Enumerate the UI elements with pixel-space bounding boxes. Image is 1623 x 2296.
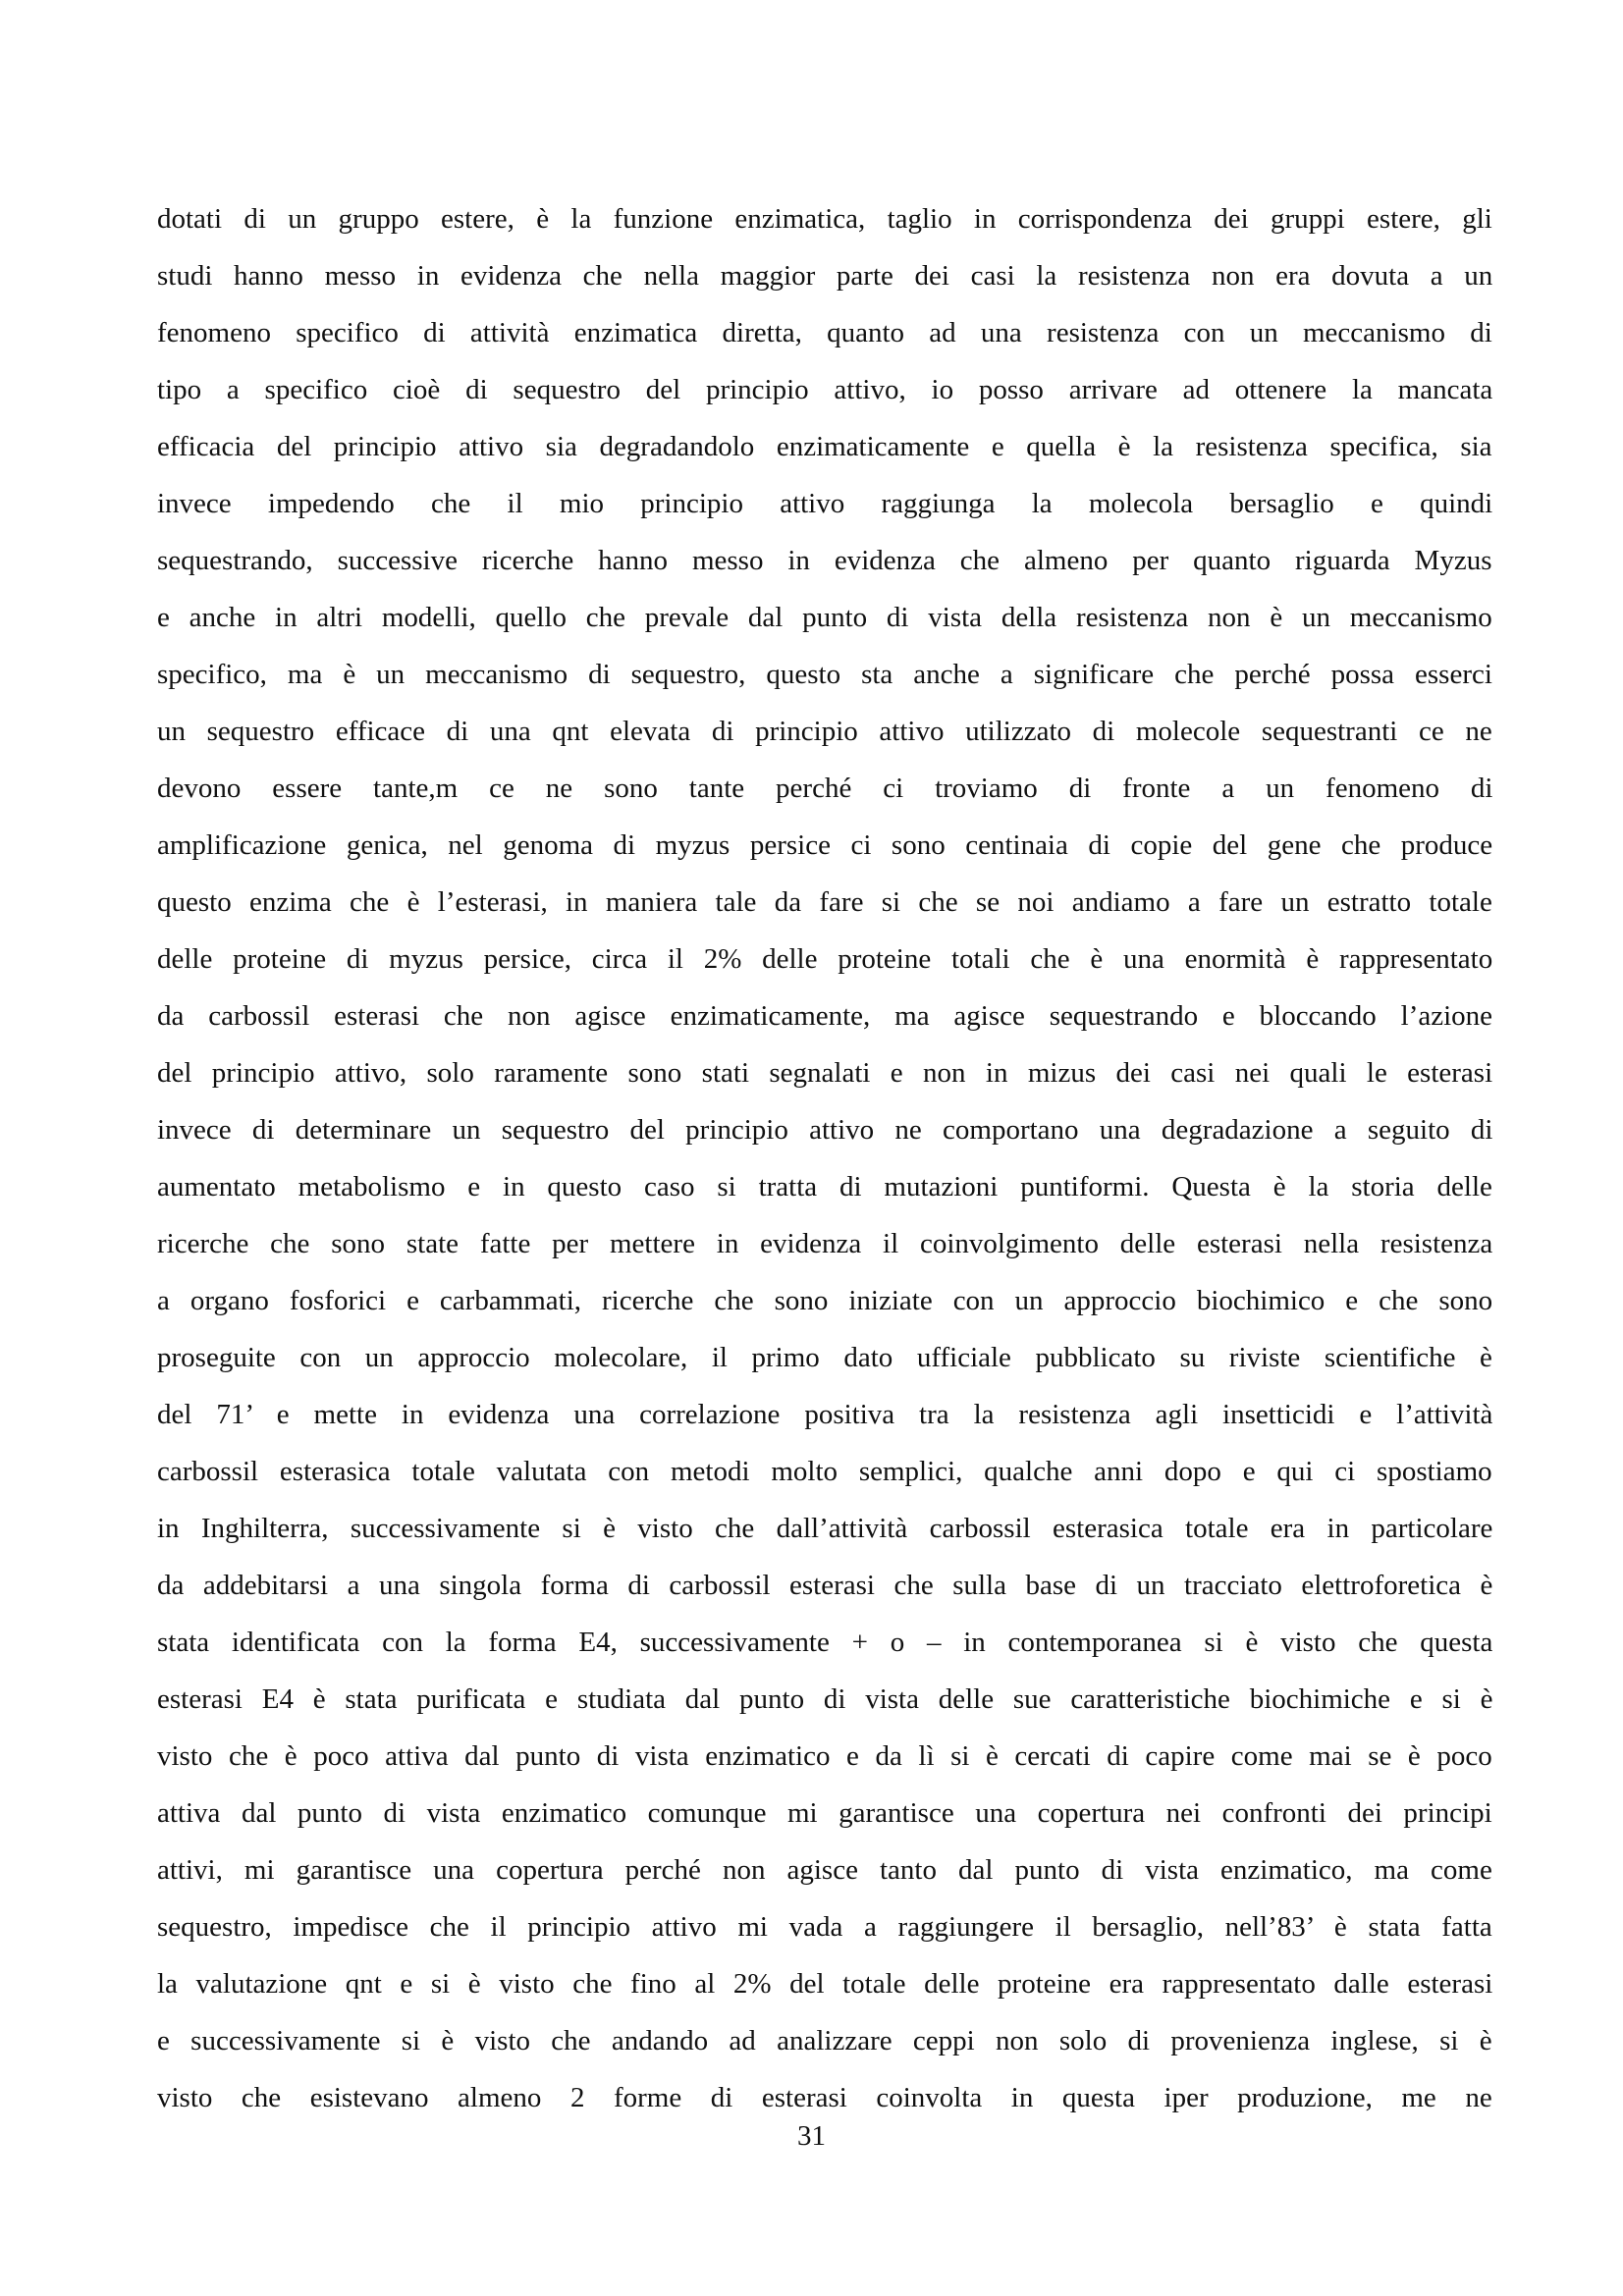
text-line: a organo fosforici e carbammati, ricerche che sono iniziate con un approccio biochimico e che sono <box>157 1285 1493 1316</box>
text-line: questo enzima che è l’esterasi, in maniera tale da fare si che se noi andiamo a fare un estratto totale <box>157 886 1492 918</box>
text-line: delle proteine di myzus persice, circa il 2% delle proteine totali che è una enormità è rappresentato <box>157 943 1493 975</box>
text-line: esterasi E4 è stata purificata e studiata dal punto di vista delle sue caratteristiche biochimiche e si è <box>157 1683 1493 1715</box>
text-line: tipo a specifico cioè di sequestro del principio attivo, io posso arrivare ad ottenere la mancata <box>157 374 1493 405</box>
text-line: visto che esistevano almeno 2 forme di esterasi coinvolta in questa iper produzione, me ne <box>157 2082 1492 2113</box>
text-line: del principio attivo, solo raramente sono stati segnalati e non in mizus dei casi nei quali le esterasi <box>157 1057 1493 1089</box>
text-line: carbossil esterasica totale valutata con metodi molto semplici, qualche anni dopo e qui ci spostiamo <box>157 1456 1492 1487</box>
text-line: e successivamente si è visto che andando ad analizzare ceppi non solo di provenienza inglese, si è <box>157 2025 1492 2056</box>
text-line: sequestrando, successive ricerche hanno messo in evidenza che almeno per quanto riguarda Myzus <box>157 545 1492 576</box>
text-line: attiva dal punto di vista enzimatico comunque mi garantisce una copertura nei confronti dei principi <box>157 1797 1492 1829</box>
text-line: aumentato metabolismo e in questo caso si tratta di mutazioni puntiformi. Questa è la storia delle <box>157 1171 1492 1202</box>
text-line: e anche in altri modelli, quello che prevale dal punto di vista della resistenza non è un meccanismo <box>157 602 1492 633</box>
page-number: 31 <box>797 2120 826 2152</box>
text-line: invece di determinare un sequestro del principio attivo ne comportano una degradazione a seguito di <box>157 1114 1493 1146</box>
text-line: la valutazione qnt e si è visto che fino al 2% del totale delle proteine era rappresentato dalle esterasi <box>157 1968 1493 2000</box>
text-line: specifico, ma è un meccanismo di sequestro, questo sta anche a significare che perché possa esserci <box>157 659 1492 690</box>
text-line: sequestro, impedisce che il principio attivo mi vada a raggiungere il bersaglio, nell’83’ è stata fatta <box>157 1911 1492 1943</box>
text-line: amplificazione genica, nel genoma di myzus persice ci sono centinaia di copie del gene che produce <box>157 829 1493 861</box>
text-line: fenomeno specifico di attività enzimatica diretta, quanto ad una resistenza con un meccanismo di <box>157 317 1492 348</box>
body-text <box>157 190 1492 2126</box>
text-line: del 71’ e mette in evidenza una correlazione positiva tra la resistenza agli insetticidi e l’attività <box>157 1399 1493 1430</box>
text-line: da carbossil esterasi che non agisce enzimaticamente, ma agisce sequestrando e bloccando l’azione <box>157 1000 1493 1032</box>
text-line: attivi, mi garantisce una copertura perché non agisce tanto dal punto di vista enzimatico, ma come <box>157 1854 1492 1886</box>
text-line: ricerche che sono state fatte per mettere in evidenza il coinvolgimento delle esterasi nella resistenza <box>157 1228 1493 1259</box>
text-line: efficacia del principio attivo sia degradandolo enzimaticamente e quella è la resistenza specifica, sia <box>157 431 1492 462</box>
text-line: invece impedendo che il mio principio attivo raggiunga la molecola bersaglio e quindi <box>157 488 1493 519</box>
text-line: in Inghilterra, successivamente si è visto che dall’attività carbossil esterasica totale era in particolare <box>157 1513 1493 1544</box>
text-line: da addebitarsi a una singola forma di carbossil esterasi che sulla base di un tracciato elettroforetica è <box>157 1570 1493 1601</box>
text-line: stata identificata con la forma E4, successivamente + o – in contemporanea si è visto che questa <box>157 1627 1493 1658</box>
text-line: devono essere tante,m ce ne sono tante perché ci troviamo di fronte a un fenomeno di <box>157 773 1493 804</box>
text-line: dotati di un gruppo estere, è la funzione enzimatica, taglio in corrispondenza dei gruppi estere, gli <box>157 203 1492 235</box>
text-line: studi hanno messo in evidenza che nella maggior parte dei casi la resistenza non era dovuta a un <box>157 260 1493 292</box>
text-line: proseguite con un approccio molecolare, il primo dato ufficiale pubblicato su riviste scientifiche è <box>157 1342 1492 1373</box>
text-line: un sequestro efficace di una qnt elevata di principio attivo utilizzato di molecole sequestranti ce ne <box>157 716 1492 747</box>
text-line: visto che è poco attiva dal punto di vista enzimatico e da lì si è cercati di capire come mai se è poco <box>157 1740 1492 1772</box>
